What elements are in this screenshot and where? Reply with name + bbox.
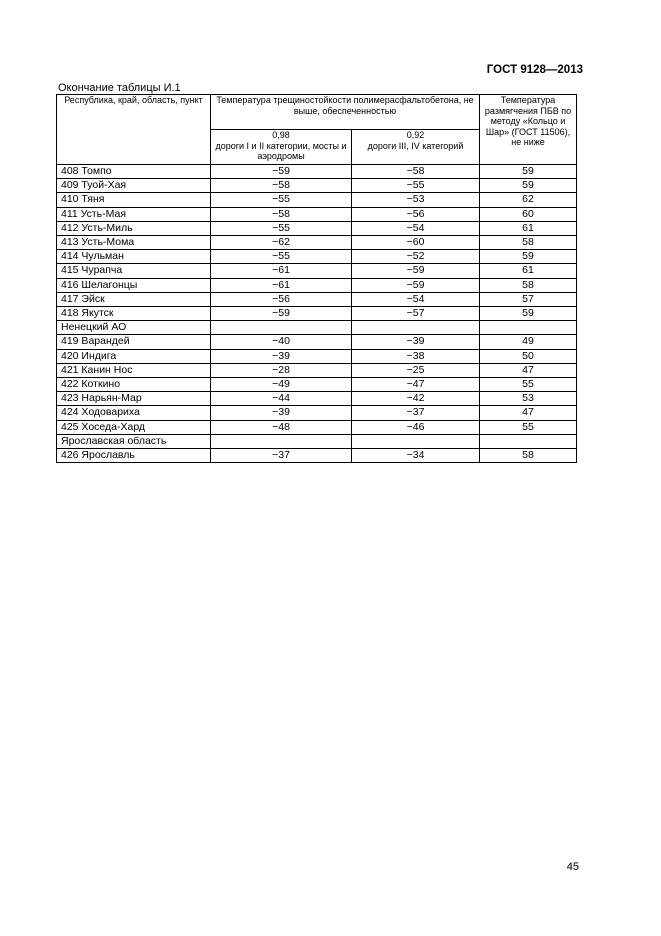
table-row bbox=[57, 250, 577, 264]
cell-temp-092: −42 bbox=[352, 392, 480, 406]
table-row bbox=[57, 165, 577, 179]
cell-softening: 59 bbox=[480, 307, 577, 321]
cell-temp-092: −39 bbox=[352, 335, 480, 349]
cell-location: 414 Чульман bbox=[57, 250, 211, 264]
cell-temp-092 bbox=[352, 321, 480, 335]
cell-softening: 57 bbox=[480, 292, 577, 306]
cell-softening: 58 bbox=[480, 278, 577, 292]
cell-location: 415 Чурапча bbox=[57, 264, 211, 278]
cell-temp-098: −28 bbox=[211, 363, 352, 377]
cell-temp-098: −59 bbox=[211, 307, 352, 321]
cell-temp-098: −39 bbox=[211, 406, 352, 420]
cell-temp-098 bbox=[211, 321, 352, 335]
cell-location: 418 Якутск bbox=[57, 307, 211, 321]
table-row bbox=[57, 349, 577, 363]
cell-location: 408 Томпо bbox=[57, 165, 211, 179]
table-row bbox=[57, 392, 577, 406]
table-row bbox=[57, 406, 577, 420]
table-row bbox=[57, 420, 577, 434]
cell-softening: 53 bbox=[480, 392, 577, 406]
cell-location: 422 Коткино bbox=[57, 378, 211, 392]
table-caption: Окончание таблицы И.1 bbox=[58, 82, 181, 94]
table-row bbox=[57, 236, 577, 250]
cell-softening: 59 bbox=[480, 165, 577, 179]
cell-temp-098: −49 bbox=[211, 378, 352, 392]
header-temp-098: 0,98 дороги I и II категории, мосты и аэродромы bbox=[211, 130, 352, 165]
cell-temp-098: −59 bbox=[211, 165, 352, 179]
cell-location: 412 Усть-Миль bbox=[57, 221, 211, 235]
page-number: 45 bbox=[566, 861, 579, 873]
cell-softening: 59 bbox=[480, 250, 577, 264]
cell-softening: 60 bbox=[480, 207, 577, 221]
cell-softening: 61 bbox=[480, 221, 577, 235]
table-row bbox=[57, 335, 577, 349]
cell-temp-098 bbox=[211, 434, 352, 448]
cell-temp-092 bbox=[352, 434, 480, 448]
cell-location: Ярославская область bbox=[57, 434, 211, 448]
cell-temp-092: −55 bbox=[352, 179, 480, 193]
cell-temp-092: −52 bbox=[352, 250, 480, 264]
cell-temp-092: −47 bbox=[352, 378, 480, 392]
cell-softening: 58 bbox=[480, 449, 577, 463]
cell-temp-098: −62 bbox=[211, 236, 352, 250]
cell-softening: 55 bbox=[480, 378, 577, 392]
table-row bbox=[57, 292, 577, 306]
cell-temp-092: −59 bbox=[352, 278, 480, 292]
cell-temp-092: −59 bbox=[352, 264, 480, 278]
cell-location: 410 Тяня bbox=[57, 193, 211, 207]
cell-temp-098: −58 bbox=[211, 207, 352, 221]
cell-location: 426 Ярославль bbox=[57, 449, 211, 463]
cell-softening: 61 bbox=[480, 264, 577, 278]
cell-softening: 47 bbox=[480, 406, 577, 420]
cell-temp-098: −48 bbox=[211, 420, 352, 434]
cell-temp-092: −56 bbox=[352, 207, 480, 221]
cell-temp-098: −40 bbox=[211, 335, 352, 349]
cell-temp-092: −57 bbox=[352, 307, 480, 321]
climate-table bbox=[56, 94, 577, 463]
document-code: ГОСТ 9128—2013 bbox=[486, 64, 583, 76]
table-row bbox=[57, 179, 577, 193]
cell-temp-092: −25 bbox=[352, 363, 480, 377]
cell-softening: 62 bbox=[480, 193, 577, 207]
header-region: Республика, край, область, пункт bbox=[57, 95, 211, 165]
cell-temp-098: −55 bbox=[211, 250, 352, 264]
cell-temp-098: −55 bbox=[211, 193, 352, 207]
cell-softening: 49 bbox=[480, 335, 577, 349]
table-row bbox=[57, 221, 577, 235]
cell-temp-098: −61 bbox=[211, 264, 352, 278]
table-row bbox=[57, 307, 577, 321]
cell-temp-092: −54 bbox=[352, 221, 480, 235]
header-softening: Температура размягчения ПБВ по методу «Кольцо и Шар» (ГОСТ 11506), не ниже bbox=[480, 95, 577, 165]
cell-temp-092: −46 bbox=[352, 420, 480, 434]
cell-temp-098: −44 bbox=[211, 392, 352, 406]
cell-location: 409 Туой-Хая bbox=[57, 179, 211, 193]
cell-location: 417 Эйск bbox=[57, 292, 211, 306]
cell-temp-092: −60 bbox=[352, 236, 480, 250]
cell-temp-092: −58 bbox=[352, 165, 480, 179]
cell-softening: 47 bbox=[480, 363, 577, 377]
cell-temp-098: −39 bbox=[211, 349, 352, 363]
table-row bbox=[57, 321, 577, 335]
cell-temp-092: −54 bbox=[352, 292, 480, 306]
cell-location: 416 Шелагонцы bbox=[57, 278, 211, 292]
cell-location: 423 Нарьян-Мар bbox=[57, 392, 211, 406]
cell-softening bbox=[480, 434, 577, 448]
cell-temp-098: −58 bbox=[211, 179, 352, 193]
table-row bbox=[57, 264, 577, 278]
table-row bbox=[57, 193, 577, 207]
table-row bbox=[57, 434, 577, 448]
cell-location: 421 Канин Нос bbox=[57, 363, 211, 377]
cell-location: 411 Усть-Мая bbox=[57, 207, 211, 221]
cell-temp-098: −55 bbox=[211, 221, 352, 235]
cell-temp-092: −38 bbox=[352, 349, 480, 363]
cell-softening: 55 bbox=[480, 420, 577, 434]
cell-temp-092: −34 bbox=[352, 449, 480, 463]
cell-location: 424 Ходовариха bbox=[57, 406, 211, 420]
table-row bbox=[57, 278, 577, 292]
table-row bbox=[57, 207, 577, 221]
table-row bbox=[57, 363, 577, 377]
cell-softening: 58 bbox=[480, 236, 577, 250]
header-temp-092: 0,92 дороги III, IV категорий bbox=[352, 130, 480, 165]
cell-location: 425 Хоседа-Хард bbox=[57, 420, 211, 434]
header-temp-group: Температура трещиностойкости полимерасфальтобетона, не выше, обеспеченностью bbox=[211, 95, 480, 130]
cell-location: 413 Усть-Мома bbox=[57, 236, 211, 250]
cell-temp-092: −53 bbox=[352, 193, 480, 207]
cell-location: Ненецкий АО bbox=[57, 321, 211, 335]
table-row bbox=[57, 378, 577, 392]
cell-temp-092: −37 bbox=[352, 406, 480, 420]
table-row bbox=[57, 449, 577, 463]
cell-temp-098: −56 bbox=[211, 292, 352, 306]
cell-temp-098: −37 bbox=[211, 449, 352, 463]
cell-softening: 50 bbox=[480, 349, 577, 363]
cell-softening bbox=[480, 321, 577, 335]
cell-temp-098: −61 bbox=[211, 278, 352, 292]
cell-location: 419 Варандей bbox=[57, 335, 211, 349]
table-body bbox=[57, 165, 577, 463]
cell-softening: 59 bbox=[480, 179, 577, 193]
cell-location: 420 Индига bbox=[57, 349, 211, 363]
